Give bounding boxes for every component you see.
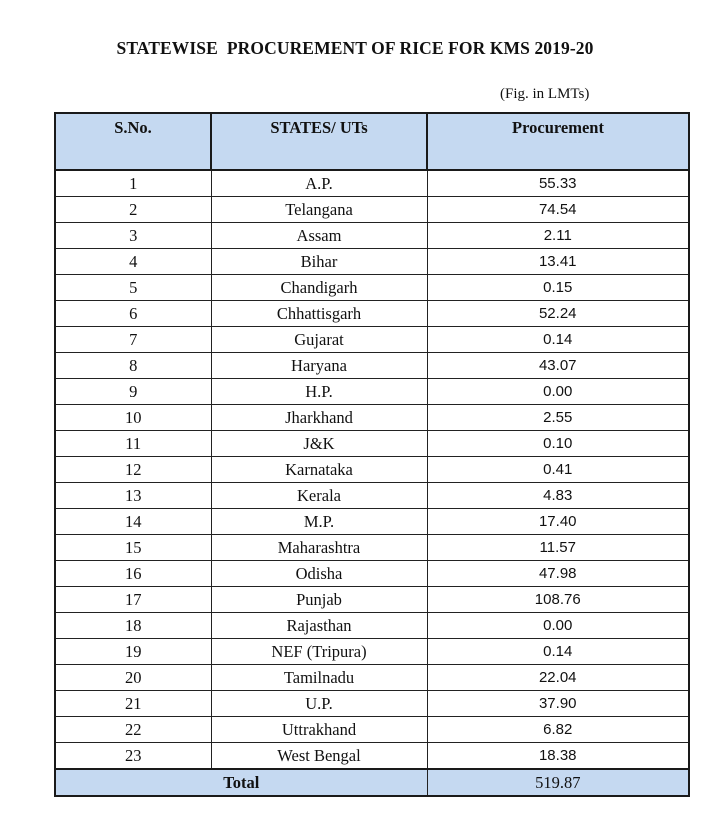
cell-sno: 1	[55, 170, 211, 197]
cell-sno: 7	[55, 327, 211, 353]
cell-state: Punjab	[211, 587, 427, 613]
cell-procurement: 17.40	[427, 509, 689, 535]
table-row	[55, 457, 689, 483]
header-sno: S.No.	[55, 113, 211, 170]
cell-state: H.P.	[211, 379, 427, 405]
cell-procurement: 6.82	[427, 717, 689, 743]
table-row	[55, 509, 689, 535]
cell-sno: 16	[55, 561, 211, 587]
cell-state: A.P.	[211, 170, 427, 197]
cell-procurement: 0.00	[427, 613, 689, 639]
cell-sno: 11	[55, 431, 211, 457]
unit-note: (Fig. in LMTs)	[500, 86, 590, 102]
table-row	[55, 561, 689, 587]
table-row	[55, 249, 689, 275]
cell-sno: 2	[55, 197, 211, 223]
cell-procurement: 11.57	[427, 535, 689, 561]
table-row	[55, 405, 689, 431]
cell-procurement: 74.54	[427, 197, 689, 223]
cell-procurement: 37.90	[427, 691, 689, 717]
cell-sno: 13	[55, 483, 211, 509]
total-label: Total	[55, 769, 427, 796]
cell-sno: 15	[55, 535, 211, 561]
cell-state: J&K	[211, 431, 427, 457]
cell-state: Assam	[211, 223, 427, 249]
cell-state: Odisha	[211, 561, 427, 587]
table-row	[55, 691, 689, 717]
cell-state: Maharashtra	[211, 535, 427, 561]
table-row	[55, 717, 689, 743]
table-row	[55, 301, 689, 327]
cell-state: Telangana	[211, 197, 427, 223]
table-row	[55, 223, 689, 249]
document-title: STATEWISE PROCUREMENT OF RICE FOR KMS 2019-20	[116, 38, 594, 58]
cell-sno: 21	[55, 691, 211, 717]
cell-sno: 18	[55, 613, 211, 639]
cell-sno: 14	[55, 509, 211, 535]
cell-state: Gujarat	[211, 327, 427, 353]
table-row	[55, 197, 689, 223]
cell-procurement: 0.14	[427, 639, 689, 665]
cell-state: Karnataka	[211, 457, 427, 483]
cell-procurement: 13.41	[427, 249, 689, 275]
cell-procurement: 47.98	[427, 561, 689, 587]
cell-state: Rajasthan	[211, 613, 427, 639]
cell-procurement: 2.55	[427, 405, 689, 431]
cell-procurement: 0.00	[427, 379, 689, 405]
cell-procurement: 0.14	[427, 327, 689, 353]
cell-state: Kerala	[211, 483, 427, 509]
table-row	[55, 353, 689, 379]
cell-state: West Bengal	[211, 743, 427, 770]
table-row	[55, 379, 689, 405]
table-row	[55, 665, 689, 691]
cell-procurement: 55.33	[427, 170, 689, 197]
cell-sno: 5	[55, 275, 211, 301]
cell-sno: 12	[55, 457, 211, 483]
cell-procurement: 0.10	[427, 431, 689, 457]
table-header-row	[55, 113, 689, 170]
table-row	[55, 587, 689, 613]
cell-state: U.P.	[211, 691, 427, 717]
header-state: STATES/ UTs	[211, 113, 427, 170]
cell-sno: 3	[55, 223, 211, 249]
cell-state: Uttrakhand	[211, 717, 427, 743]
cell-procurement: 108.76	[427, 587, 689, 613]
cell-sno: 23	[55, 743, 211, 770]
header-procurement: Procurement	[427, 113, 689, 170]
cell-state: M.P.	[211, 509, 427, 535]
table-row	[55, 483, 689, 509]
cell-sno: 19	[55, 639, 211, 665]
table-row	[55, 275, 689, 301]
table-row	[55, 327, 689, 353]
cell-procurement: 43.07	[427, 353, 689, 379]
cell-state: Tamilnadu	[211, 665, 427, 691]
cell-state: Haryana	[211, 353, 427, 379]
cell-procurement: 52.24	[427, 301, 689, 327]
procurement-table	[54, 112, 690, 797]
cell-sno: 17	[55, 587, 211, 613]
cell-sno: 20	[55, 665, 211, 691]
table-row	[55, 431, 689, 457]
cell-state: Chhattisgarh	[211, 301, 427, 327]
table-row	[55, 535, 689, 561]
cell-procurement: 0.15	[427, 275, 689, 301]
cell-state: Jharkhand	[211, 405, 427, 431]
cell-sno: 4	[55, 249, 211, 275]
cell-sno: 6	[55, 301, 211, 327]
table-row	[55, 613, 689, 639]
table-row	[55, 743, 689, 770]
cell-sno: 9	[55, 379, 211, 405]
cell-procurement: 4.83	[427, 483, 689, 509]
cell-procurement: 2.11	[427, 223, 689, 249]
total-value: 519.87	[427, 769, 689, 796]
cell-state: NEF (Tripura)	[211, 639, 427, 665]
cell-sno: 8	[55, 353, 211, 379]
cell-procurement: 22.04	[427, 665, 689, 691]
cell-state: Bihar	[211, 249, 427, 275]
table-row	[55, 639, 689, 665]
cell-procurement: 18.38	[427, 743, 689, 770]
cell-sno: 10	[55, 405, 211, 431]
cell-sno: 22	[55, 717, 211, 743]
cell-procurement: 0.41	[427, 457, 689, 483]
total-row	[55, 769, 689, 796]
cell-state: Chandigarh	[211, 275, 427, 301]
table-row	[55, 170, 689, 197]
